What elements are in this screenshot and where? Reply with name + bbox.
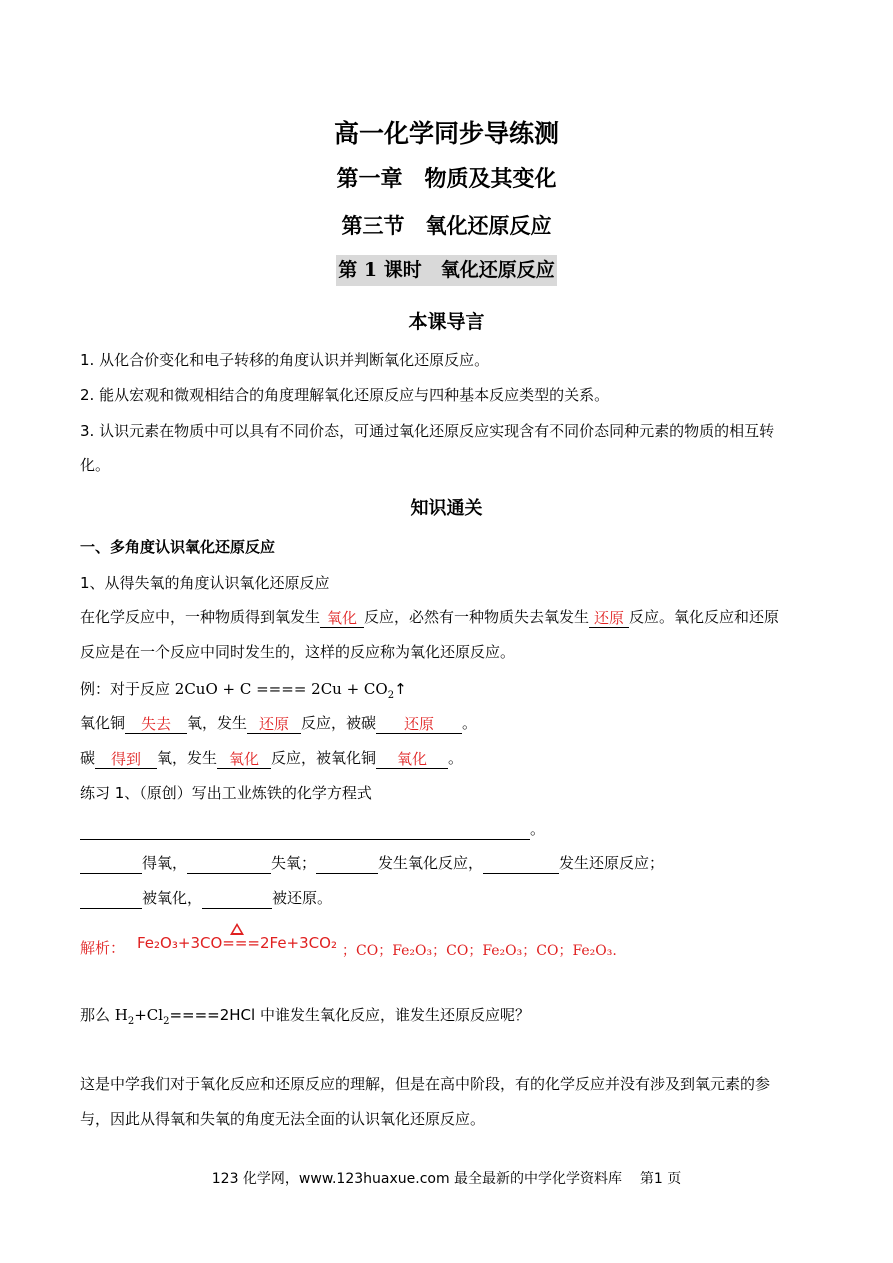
closing-paragraph-line-1: 这是中学我们对于氧化反应和还原反应的理解，但是在高中阶段，有的化学反应并没有涉及到氧元素的参 xyxy=(80,1075,771,1093)
example-subscript: 2 xyxy=(387,690,395,701)
answer-blank: 还原 xyxy=(376,713,462,734)
p1-text-b: 反应，必然有一种物质失去氧发生 xyxy=(364,608,590,626)
exercise-end: 。 xyxy=(530,820,546,838)
lesson-title: 第 1 课时 氧化还原反应 xyxy=(336,255,556,286)
p1-text-a: 在化学反应中，一种物质得到氧发生 xyxy=(80,608,321,626)
intro-heading: 本课导言 xyxy=(408,311,485,333)
fill-blank xyxy=(187,853,271,874)
fill-line-1 xyxy=(80,852,664,874)
example-equation: 2CuO + C ==== 2Cu + CO xyxy=(174,680,388,698)
answer-blank: 得到 xyxy=(95,748,157,769)
fill-1a: 得氧， xyxy=(142,854,188,872)
answer-blank: 失去 xyxy=(125,713,187,734)
cuo-text-b: 氧，发生 xyxy=(187,714,248,732)
intro-item-3: 3. 认识元素在物质中可以具有不同价态，可通过氧化还原反应实现含有不同价态同种元素的物质的相互转 xyxy=(80,422,775,440)
c-text-b: 氧，发生 xyxy=(157,749,218,767)
fill-blank xyxy=(202,888,272,909)
q-sub-1: 2 xyxy=(127,1016,135,1027)
answer-blank: 氧化 xyxy=(217,748,271,769)
closing-paragraph-line-2: 与，因此从得氧和失氧的角度无法全面的认识氧化还原反应。 xyxy=(80,1110,486,1128)
fill-2a: 被氧化， xyxy=(142,889,203,907)
footer-text: 123 化学网，www.123huaxue.com 最全最新的中学化学资料库 xyxy=(211,1171,623,1187)
c-text-c: 反应，被氧化铜 xyxy=(271,749,377,767)
fill-blank xyxy=(316,853,378,874)
p1-text-c: 反应。氧化反应和还原 xyxy=(629,608,780,626)
q-pre: 那么 H xyxy=(80,1006,128,1024)
fill-1d: 发生还原反应； xyxy=(559,854,665,872)
paragraph-oxygen-gain-cont: 反应是在一个反应中同时发生的，这样的反应称为氧化还原反应。 xyxy=(80,643,516,661)
c-text-a: 碳 xyxy=(80,749,96,767)
fill-line-2 xyxy=(80,887,332,909)
example-line xyxy=(80,678,407,707)
answer-label: 解析： xyxy=(80,939,126,957)
q-mid: +Cl xyxy=(134,1006,164,1024)
lesson-title-wrap xyxy=(0,255,893,286)
main-title: 高一化学同步导练测 xyxy=(333,119,559,148)
intro-item-3-cont: 化。 xyxy=(80,456,111,474)
carbon-line xyxy=(80,747,463,769)
answer-blank: 还原 xyxy=(589,607,629,628)
q-sub-2: 2 xyxy=(163,1016,170,1027)
exercise-title: 练习 1、（原创）写出工业炼铁的化学方程式 xyxy=(80,784,372,802)
answer-blank: 氧化 xyxy=(320,607,364,628)
paragraph-oxygen-gain xyxy=(80,606,779,628)
fill-blank xyxy=(483,853,559,874)
answer-blank: 氧化 xyxy=(376,748,448,769)
answer-rest: ；CO；Fe₂O₃；CO；Fe₂O₃；CO；Fe₂O₃. xyxy=(342,943,617,959)
equation-answer-line xyxy=(80,818,545,840)
section-title: 第三节 氧化还原反应 xyxy=(341,213,552,238)
gas-arrow: ↑ xyxy=(394,680,407,698)
section-one-heading: 一、多角度认识氧化还原反应 xyxy=(80,538,276,556)
fill-1b: 失氧； xyxy=(271,854,317,872)
page-footer xyxy=(0,1168,893,1188)
page-number: 第1 页 xyxy=(639,1171,682,1187)
intro-item-2: 2. 能从宏观和微观相结合的角度理解氧化还原反应与四种基本反应类型的关系。 xyxy=(80,386,610,404)
intro-item-1: 1. 从化合价变化和电子转移的角度认识并判断氧化还原反应。 xyxy=(80,351,490,369)
answer-formula: Fe₂O₃+3CO===2Fe+3CO₂ xyxy=(137,934,337,952)
example-label: 例：对于反应 xyxy=(80,680,175,698)
chapter-title: 第一章 物质及其变化 xyxy=(336,166,557,192)
c-text-d: 。 xyxy=(448,749,464,767)
answer-blank: 还原 xyxy=(247,713,301,734)
cuo-line xyxy=(80,712,477,734)
question-line xyxy=(80,1004,530,1033)
point-one-title: 1、从得失氧的角度认识氧化还原反应 xyxy=(80,574,330,592)
fill-blank xyxy=(80,888,142,909)
answer-line xyxy=(80,937,125,958)
q-post: ====2HCl 中谁发生氧化反应，谁发生还原反应呢？ xyxy=(169,1006,530,1024)
cuo-text-d: 。 xyxy=(462,714,478,732)
fill-blank xyxy=(80,853,142,874)
knowledge-heading: 知识通关 xyxy=(410,498,483,519)
equation-blank xyxy=(80,819,530,840)
cuo-text-a: 氧化铜 xyxy=(80,714,126,732)
fill-1c: 发生氧化反应， xyxy=(378,854,484,872)
fill-2b: 被还原。 xyxy=(272,889,333,907)
cuo-text-c: 反应，被碳 xyxy=(301,714,377,732)
